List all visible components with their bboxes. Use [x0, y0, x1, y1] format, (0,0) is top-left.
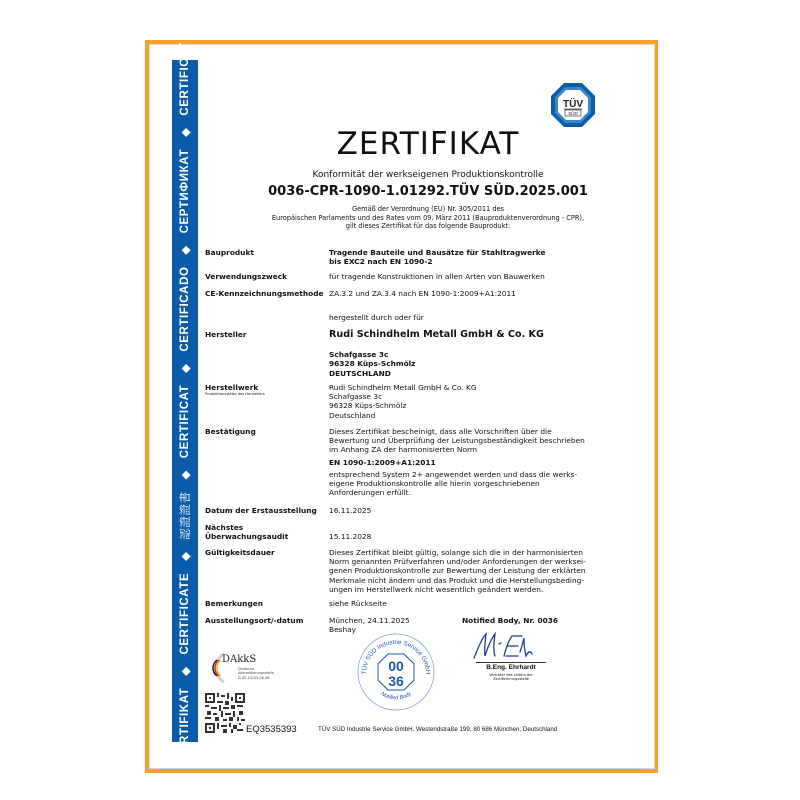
multilingual-side-strip — [172, 42, 198, 760]
signature-icon — [468, 630, 558, 660]
role-line: Zertifizierungsstelle — [493, 677, 529, 682]
field-value: siehe Rückseite — [329, 599, 387, 608]
field-value: ZA.3.2 und ZA.3.4 nach EN 1090-1:2009+A1:2011 — [329, 289, 516, 298]
dakks-line: Deutsche — [238, 667, 255, 671]
field-label: Datum der Erstausstellung — [205, 506, 317, 515]
value-line: Tragende Bauteile und Bausätze für Stahltragwerke — [329, 248, 546, 257]
svg-text:36: 36 — [388, 673, 404, 689]
notified-body-label: Notified Body, Nr. 0036 — [462, 616, 559, 625]
manufacturer-address — [329, 350, 619, 378]
value-line: Bewertung und Überprüfung der Leistungsbeständigkeit beschrieben — [329, 436, 585, 446]
dakks-details — [238, 667, 274, 680]
dakks-name: DAkkS — [222, 654, 257, 665]
field-value: 16.11.2025 — [329, 506, 372, 515]
dakks-line: D-ZE-14153-06-08 — [238, 675, 270, 680]
dakks-line: Akkreditierungsstelle — [238, 671, 274, 676]
field-label — [205, 523, 325, 541]
certificate-title: ZERTIFIKAT — [336, 126, 520, 162]
value-line: Deutschland — [329, 410, 376, 420]
value-line: im Anhang ZA der harmonisierten Norm — [329, 445, 478, 455]
strip-label: 認證證書 — [178, 491, 192, 540]
value-line: bis EXC2 nach EN 1090-2 — [329, 257, 433, 267]
field-label: Verwendungszweck — [205, 272, 288, 281]
notified-body-seal-icon — [356, 632, 436, 712]
certificate-number: 0036-CPR-1090-1.01292.TÜV SÜD.2025.001 — [268, 184, 588, 199]
qr-code-id: EQ3535393 — [246, 724, 297, 735]
svg-text:SÜD: SÜD — [568, 111, 578, 116]
field-label: Bauprodukt — [205, 248, 254, 257]
field-value: 15.11.2028 — [329, 532, 372, 541]
strip-label: ZERTIFIKAT — [179, 687, 191, 760]
strip-label: CERTIFICAT — [179, 42, 191, 116]
field-value — [329, 248, 619, 266]
value-line: Anforderungen erfüllt. — [329, 488, 411, 498]
address-line: DEUTSCHLAND — [329, 368, 391, 378]
field-label: Hersteller — [205, 330, 247, 339]
diamond-icon: ◆ — [179, 245, 192, 255]
value-line: Merkmale nicht ändern und das Produkt und die Herstellungsbeding- — [329, 575, 585, 585]
field-label: Bemerkungen — [205, 599, 264, 608]
value-line: Rudi Schindhelm Metall GmbH & Co. KG — [329, 383, 477, 392]
field-value — [329, 427, 619, 497]
issuer-name: Beshay — [329, 625, 357, 635]
svg-text:Notified Body: Notified Body — [379, 691, 413, 702]
diamond-icon: ◆ — [179, 666, 192, 676]
field-value — [329, 330, 619, 378]
signature-line — [476, 662, 546, 663]
regulation-text — [198, 205, 658, 231]
diamond-icon: ◆ — [179, 363, 192, 373]
field-label: Bestätigung — [205, 427, 256, 436]
label-line: Nächstes — [205, 523, 244, 532]
field-label: Gültigkeitsdauer — [205, 548, 275, 557]
strip-label: CERTIFICAT — [179, 384, 191, 459]
svg-text:00: 00 — [388, 658, 404, 674]
signatory-name: B.Eng. Ehrhardt — [486, 664, 536, 671]
field-value: für tragende Konstruktionen in allen Arten von Bauwerken — [329, 272, 545, 281]
qr-code-icon[interactable] — [205, 693, 245, 733]
issue-place-date: München, 24.11.2025 — [329, 616, 410, 625]
regulation-line: gilt dieses Zertifikat für das folgende Bauprodukt: — [345, 222, 511, 231]
strip-label: CERTIFICATE — [179, 572, 191, 655]
address-line: Schafgasse 3c — [329, 350, 389, 360]
address-line: 96328 Küps-Schmölz — [329, 359, 416, 369]
value-line: genen Produktionskontrolle zur Bewertung der Leistung der erklärten — [329, 566, 586, 576]
tuv-sud-logo-icon — [550, 82, 596, 128]
regulation-line: Gemäß der Verordnung (EU) Nr. 305/2011 des — [351, 205, 504, 213]
strip-label: СЕРТИФИКАТ — [179, 148, 191, 234]
field-value — [329, 383, 619, 420]
value-line: Norm genannten Prüfverfahren und/oder Anforderungen der werksei- — [329, 557, 586, 567]
field-value: hergestellt durch oder für — [329, 313, 424, 322]
signatory-role — [476, 673, 546, 682]
value-line: Dieses Zertifikat bescheinigt, dass alle Vorschriften über die — [329, 427, 552, 436]
value-line: Dieses Zertifikat bleibt gültig, solange sich die in der harmonisierten — [329, 548, 583, 557]
value-line: 96328 Küps-Schmölz — [329, 401, 407, 411]
value-line: entsprechend System 2+ angewendet werden und dass die werks- — [329, 469, 577, 479]
footer-address: TÜV SÜD Industrie Service GmbH, Westendstraße 199, 80 686 München, Deutschland — [318, 726, 558, 733]
svg-text:TÜV: TÜV — [563, 99, 583, 110]
manufacturer-name: Rudi Schindhelm Metall GmbH & Co. KG — [329, 329, 544, 340]
label-subtext: Produktionsstätte des Herstellers — [205, 392, 265, 397]
field-label: CE-Kennzeichnungsmethode — [205, 289, 324, 298]
certificate-subtitle: Konformität der werkseigenen Produktionskontrolle — [312, 170, 544, 180]
label-text: Herstellwerk — [205, 383, 259, 392]
diamond-icon: ◆ — [179, 127, 192, 137]
value-line: ungen im Herstellwerk nicht wesentlich geändert werden. — [329, 584, 544, 594]
role-line: Vertreter des Leiters der — [489, 673, 533, 677]
field-label — [205, 383, 325, 397]
norm-reference: EN 1090-1:2009+A1:2011 — [329, 457, 436, 467]
label-line: Überwachungsaudit — [205, 532, 289, 542]
value-line: eigene Produktionskontrolle alle hierin vorgeschriebenen — [329, 479, 540, 489]
value-line: Schafgasse 3c — [329, 392, 383, 402]
strip-label: CERTIFICADO — [179, 266, 191, 352]
field-value — [329, 548, 619, 594]
diamond-icon: ◆ — [179, 551, 192, 561]
regulation-line: Europäischen Parlaments und des Rates vom 09. März 2011 (Bauproduktenverordnung - CPR), — [271, 213, 585, 222]
field-label: Ausstellungsort/-datum — [205, 616, 304, 625]
svg-text:TÜV SÜD Industrie Service GmbH: TÜV SÜD Industrie Service GmbH — [360, 638, 432, 675]
diamond-icon: ◆ — [179, 470, 192, 480]
